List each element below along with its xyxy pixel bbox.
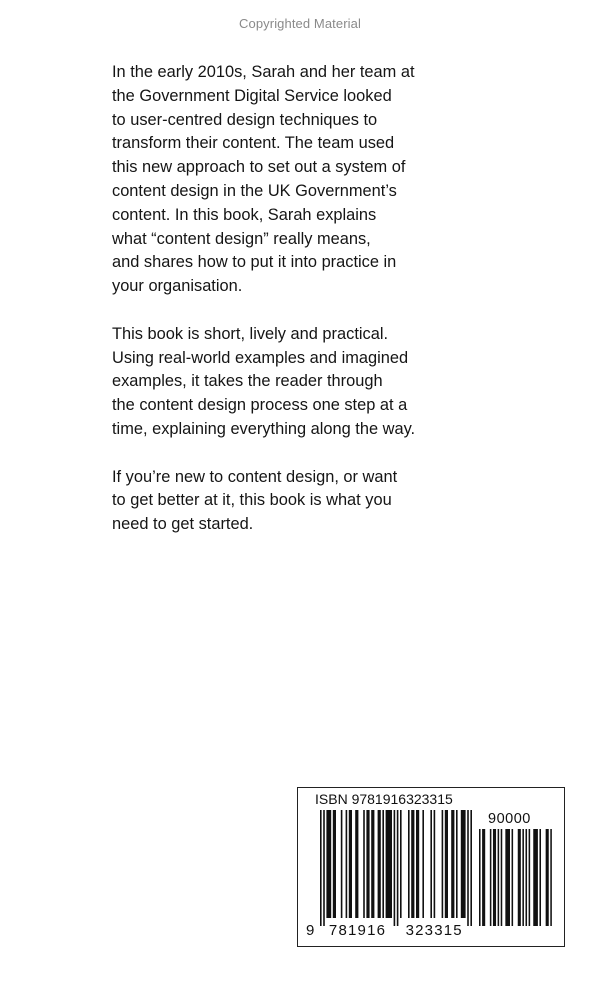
price-code-label: 90000: [488, 811, 531, 827]
barcode-bar: [394, 810, 396, 926]
addon-barcode-bar: [546, 829, 549, 926]
barcode-bar: [397, 810, 399, 926]
barcode-bar: [434, 810, 436, 918]
barcode-bar: [411, 810, 414, 918]
barcode-bar: [355, 810, 358, 918]
barcode-bar: [456, 810, 458, 918]
barcode-bar: [408, 810, 410, 918]
text-line: examples, it takes the reader through: [112, 372, 383, 391]
barcode-bar: [366, 810, 369, 918]
text-line: the Government Digital Service looked: [112, 86, 392, 105]
barcode-bar: [422, 810, 424, 918]
text-line: In the early 2010s, Sarah and her team at: [112, 63, 415, 81]
barcode-bar: [326, 810, 331, 918]
barcode-bar: [442, 810, 444, 918]
text-line: This book is short, lively and practical.: [112, 324, 389, 343]
addon-barcode-bar: [479, 829, 481, 926]
barcode-bar: [382, 810, 384, 918]
barcode-bar: [363, 810, 365, 918]
barcode-bar: [341, 810, 343, 918]
barcode-bar: [349, 810, 352, 918]
text-line: the content design process one step at a: [112, 396, 408, 415]
text-line: to get better at it, this book is what you: [112, 491, 392, 510]
blurb-paragraph-2: [112, 323, 457, 442]
text-line: Using real-world examples and imagined: [112, 348, 409, 367]
barcode-bar: [451, 810, 454, 918]
barcode-bar: [323, 810, 325, 926]
addon-barcode-bar: [550, 829, 552, 926]
addon-barcode-bar: [493, 829, 496, 926]
text-line: content. In this book, Sarah explains: [112, 205, 377, 224]
text-line: time, explaining everything along the way.: [112, 419, 416, 438]
barcode-bar: [416, 810, 419, 918]
addon-barcode-bar: [533, 829, 538, 926]
barcode-bar: [430, 810, 432, 918]
barcode-bar: [386, 810, 392, 918]
text-line: If you’re new to content design, or want: [112, 467, 398, 486]
barcode-right-digits: 323315: [405, 922, 463, 939]
addon-barcode-bar: [482, 829, 485, 926]
addon-barcode-bar: [498, 829, 500, 926]
barcode-bar: [371, 810, 374, 918]
addon-barcode-bar: [490, 829, 492, 926]
barcode-bar: [333, 810, 336, 918]
copyright-watermark-top: Copyrighted Material: [239, 16, 361, 31]
barcode-first-digit: 9: [306, 922, 316, 939]
text-line: your organisation.: [112, 277, 243, 296]
barcode-bar: [445, 810, 448, 918]
addon-barcode-bar: [518, 829, 521, 926]
addon-barcode-bar: [526, 829, 528, 926]
text-line: this new approach to set out a system of: [112, 158, 406, 177]
barcode-bar: [378, 810, 381, 918]
text-line: what “content design” really means,: [112, 229, 371, 248]
addon-barcode-bar: [505, 829, 510, 926]
text-line: content design in the UK Government’s: [112, 181, 397, 200]
addon-barcode-bar: [529, 829, 531, 926]
blurb-paragraph-1: [112, 61, 457, 299]
barcode-bar: [400, 810, 402, 918]
barcode-digits: [306, 922, 463, 939]
text-line: to user-centred design techniques to: [112, 110, 378, 129]
isbn-barcode-box: [297, 787, 565, 947]
text-line: and shares how to put it into practice in: [112, 253, 397, 272]
addon-barcode-bar: [522, 829, 524, 926]
back-cover-blurb: [112, 61, 457, 537]
barcode-bar: [467, 810, 469, 926]
barcode-left-digits: 781916: [328, 922, 387, 939]
barcode-bar: [470, 810, 472, 926]
blurb-paragraph-3: [112, 466, 457, 537]
addon-barcode-bar: [512, 829, 514, 926]
barcode-bar: [346, 810, 348, 918]
text-line: transform their content. The team used: [112, 134, 395, 153]
text-line: need to get started.: [112, 515, 254, 534]
barcode-bar: [461, 810, 466, 918]
isbn-label: ISBN 9781916323315: [315, 791, 453, 807]
addon-barcode-bar: [539, 829, 541, 926]
addon-barcode-bar: [501, 829, 503, 926]
barcode-bar: [320, 810, 322, 926]
